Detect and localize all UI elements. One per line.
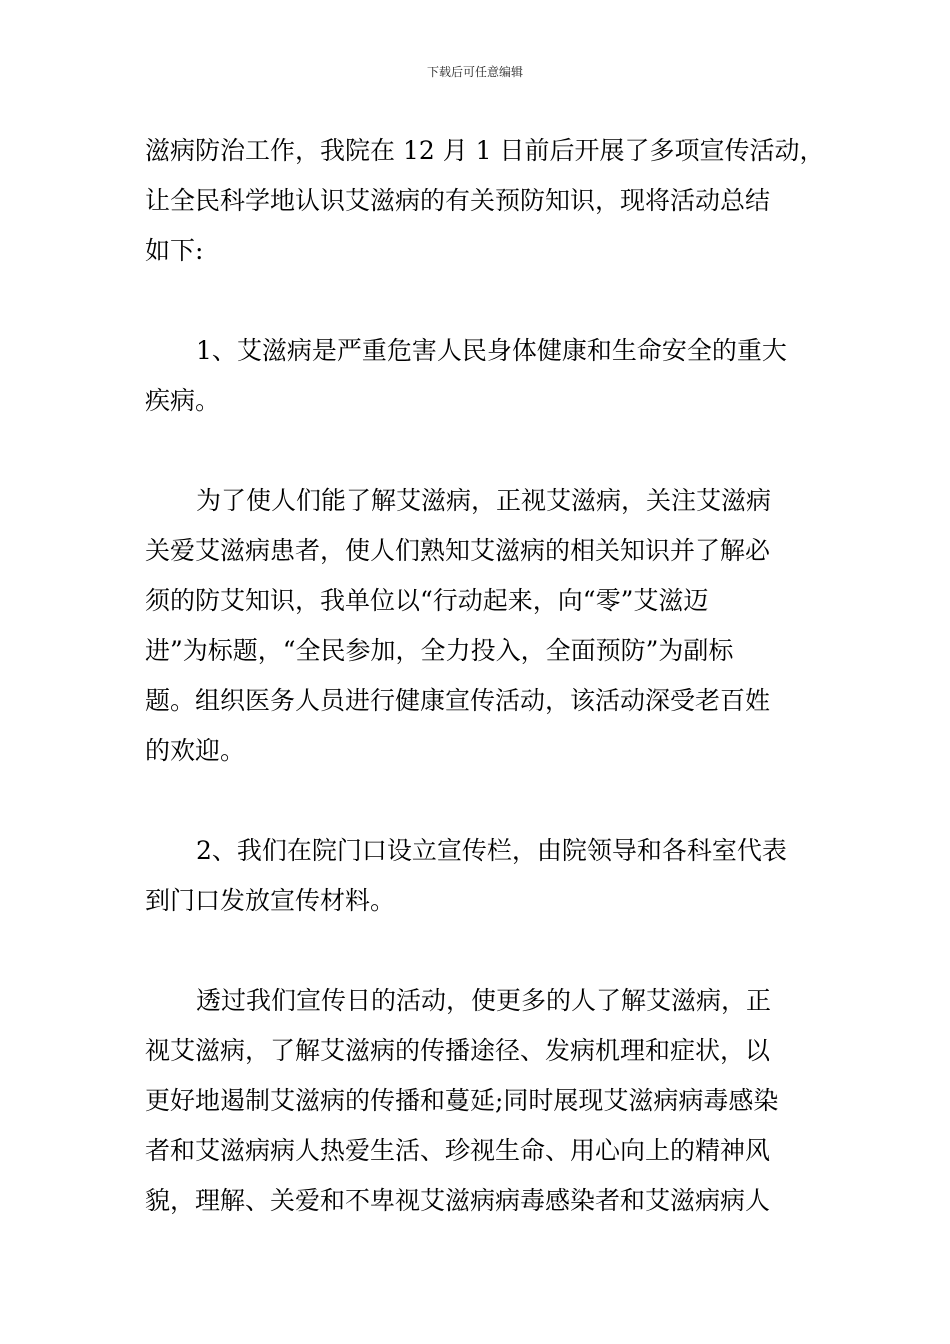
text-line: 为了使人们能了解艾滋病，正视艾滋病，关注艾滋病 bbox=[196, 486, 772, 515]
paragraph-awareness bbox=[145, 476, 813, 776]
paragraph-gap bbox=[145, 776, 813, 826]
paragraph-item-1 bbox=[145, 326, 813, 426]
text-line: 1、艾滋病是严重危害人民身体健康和生命安全的重大 bbox=[196, 336, 787, 365]
text-line: 貌，理解、关爱和不卑视艾滋病病毒感染者和艾滋病病人 bbox=[145, 1186, 771, 1215]
text-line: 2、我们在院门口设立宣传栏，由院领导和各科室代表 bbox=[196, 836, 787, 865]
text-line: 关爱艾滋病患者，使人们熟知艾滋病的相关知识并了解必 bbox=[145, 536, 771, 565]
text-line: 更好地遏制艾滋病的传播和蔓延;同时展现艾滋病病毒感染 bbox=[145, 1086, 779, 1115]
document-body bbox=[145, 126, 825, 1226]
text-line: 进”为标题，“全民参加，全力投入，全面预防”为副标 bbox=[145, 636, 734, 665]
paragraph-outcome bbox=[145, 976, 813, 1226]
page-header-note: 下载后可任意编辑 bbox=[426, 65, 523, 79]
paragraph-gap bbox=[145, 426, 813, 476]
text-line: 让全民科学地认识艾滋病的有关预防知识，现将活动总结 bbox=[145, 186, 771, 215]
text-line: 题。组织医务人员进行健康宣传活动，该活动深受老百姓 bbox=[145, 686, 771, 715]
text-line: 滋病防治工作，我院在 12 月 1 日前后开展了多项宣传活动， bbox=[145, 136, 825, 165]
text-line: 疾病。 bbox=[145, 386, 221, 415]
paragraph-item-2 bbox=[145, 826, 813, 926]
paragraph-intro bbox=[145, 126, 825, 276]
paragraph-gap bbox=[145, 276, 813, 326]
text-line: 透过我们宣传日的活动，使更多的人了解艾滋病，正 bbox=[196, 986, 772, 1015]
paragraph-gap bbox=[145, 926, 813, 976]
text-line: 如下: bbox=[145, 236, 204, 265]
text-line: 的欢迎。 bbox=[145, 736, 246, 765]
text-line: 者和艾滋病病人热爱生活、珍视生命、用心向上的精神风 bbox=[145, 1136, 771, 1165]
text-line: 到门口发放宣传材料。 bbox=[145, 886, 396, 915]
text-line: 须的防艾知识，我单位以“行动起来，向“零”艾滋迈 bbox=[145, 586, 709, 615]
text-line: 视艾滋病，了解艾滋病的传播途径、发病机理和症状，以 bbox=[145, 1036, 771, 1065]
